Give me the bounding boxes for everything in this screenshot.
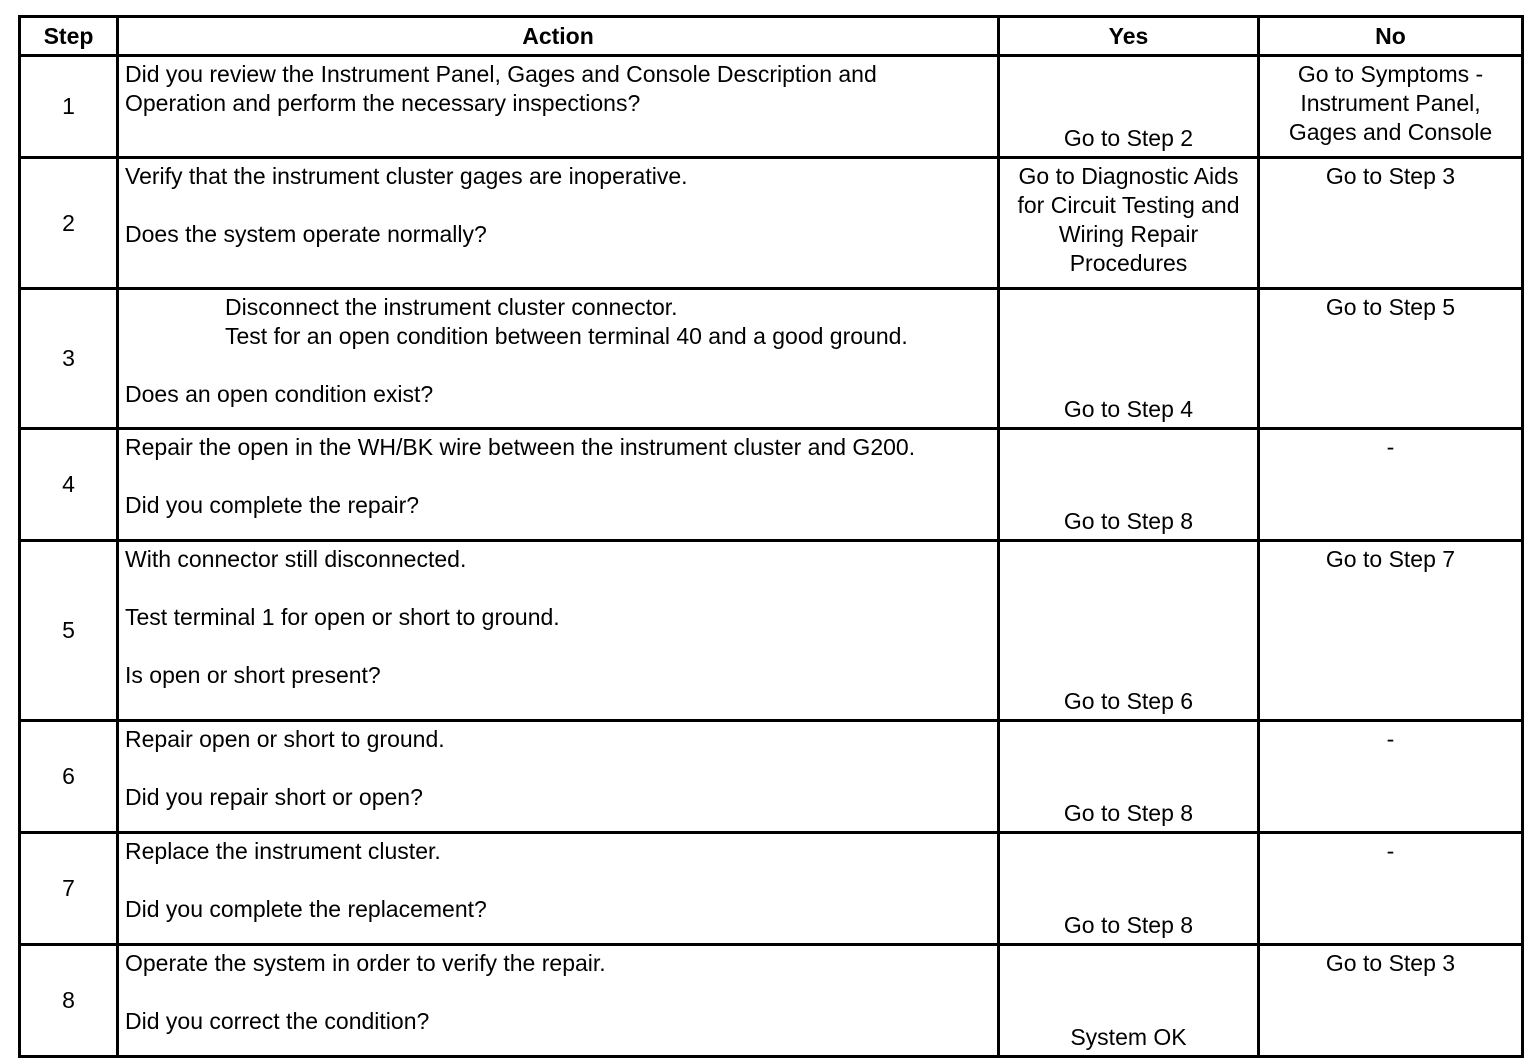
action-cell [118,289,999,429]
action-cell [118,833,999,945]
action-line: Did you correct the condition? [125,1008,430,1034]
action-cell [118,945,999,1057]
table-row [20,158,1523,289]
header-step: Step [20,17,118,56]
step-number: 8 [20,945,118,1057]
yes-line: Go to Step 8 [1063,800,1194,826]
action-cell [118,56,999,158]
no-cell [1259,833,1523,945]
yes-cell [999,541,1259,721]
no-cell [1259,56,1523,158]
no-cell [1259,158,1523,289]
yes-line: Go to Step 6 [1063,688,1194,714]
no-line: - [1386,434,1395,460]
header-no: No [1259,17,1523,56]
no-line: - [1386,726,1395,752]
header-row [20,17,1523,56]
table-row [20,429,1523,541]
no-cell [1259,945,1523,1057]
action-line: Disconnect the instrument cluster connector. [225,294,678,320]
no-line: Go to Step 7 [1325,546,1456,572]
action-line: Is open or short present? [125,662,381,688]
action-line: Did you complete the repair? [125,492,420,518]
no-line: Go to Symptoms - [1297,61,1484,87]
no-line: Instrument Panel, [1300,90,1481,116]
diagnostic-table [18,15,1524,1058]
table-row [20,721,1523,833]
action-cell [118,541,999,721]
step-number: 4 [20,429,118,541]
no-line: - [1386,838,1395,864]
yes-line: Wiring Repair [1058,221,1199,247]
yes-line: Procedures [1069,250,1188,276]
header-yes: Yes [999,17,1259,56]
step-number: 3 [20,289,118,429]
table-row [20,289,1523,429]
no-line: Go to Step 3 [1325,950,1456,976]
action-line: Replace the instrument cluster. [125,838,441,864]
action-line: Test for an open condition between terminal 40 and a good ground. [225,323,908,349]
yes-cell [999,158,1259,289]
yes-cell [999,721,1259,833]
yes-line: Go to Step 8 [1063,912,1194,938]
action-cell [118,158,999,289]
yes-line: for Circuit Testing and [1017,192,1240,218]
step-number: 7 [20,833,118,945]
action-cell [118,721,999,833]
action-line: Repair the open in the WH/BK wire between the instrument cluster and G200. [125,434,916,460]
action-line: Operation and perform the necessary inspections? [125,90,641,116]
no-cell [1259,289,1523,429]
yes-cell [999,429,1259,541]
table-row [20,945,1523,1057]
action-line: Test terminal 1 for open or short to ground. [125,604,560,630]
action-cell [118,429,999,541]
step-number: 2 [20,158,118,289]
table-row [20,56,1523,158]
no-cell [1259,721,1523,833]
action-line: Does the system operate normally? [125,221,487,247]
no-line: Gages and Console [1288,119,1493,145]
yes-line: Go to Step 4 [1063,396,1194,422]
action-line: Verify that the instrument cluster gages are inoperative. [125,163,688,189]
no-line: Go to Step 3 [1325,163,1456,189]
step-number: 5 [20,541,118,721]
step-number: 1 [20,56,118,158]
header-action: Action [118,17,999,56]
action-line: Operate the system in order to verify the repair. [125,950,606,976]
yes-line: Go to Step 8 [1063,508,1194,534]
no-cell [1259,541,1523,721]
table-row [20,541,1523,721]
action-line: Did you complete the replacement? [125,896,487,922]
step-number: 6 [20,721,118,833]
yes-line: Go to Diagnostic Aids [1018,163,1239,189]
no-line: Go to Step 5 [1325,294,1456,320]
action-line: Did you review the Instrument Panel, Gages and Console Description and [125,61,877,87]
action-line: Does an open condition exist? [125,381,434,407]
yes-cell [999,289,1259,429]
yes-line: Go to Step 2 [1063,125,1194,151]
yes-cell [999,945,1259,1057]
action-line: With connector still disconnected. [125,546,467,572]
action-line: Repair open or short to ground. [125,726,445,752]
action-line: Did you repair short or open? [125,784,423,810]
yes-cell [999,833,1259,945]
yes-line: System OK [1070,1024,1187,1050]
yes-cell [999,56,1259,158]
table-row [20,833,1523,945]
no-cell [1259,429,1523,541]
